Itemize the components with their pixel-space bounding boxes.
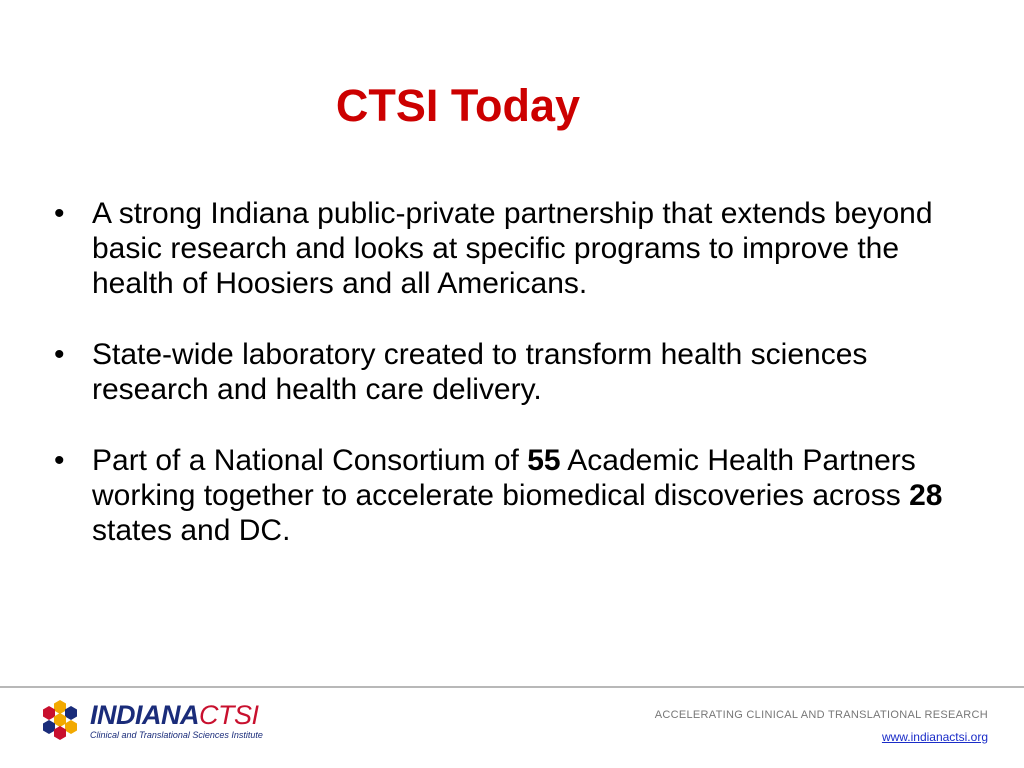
footer-divider [0,686,1024,688]
bullet-item [54,443,974,548]
bullet-marker: • [54,444,65,477]
bullet-list [54,196,974,584]
bullet-text: Part of a National Consortium of 55 Academic Health Partners working together to accelerate biomedical discoveries across 28 states and DC. [92,444,943,547]
logo-wordmark: INDIANACTSI [90,700,259,730]
bullet-marker: • [54,338,65,371]
slide-title: CTSI Today [335,80,581,131]
bullet-item [54,337,974,407]
bullet-marker: • [54,197,65,230]
bullet-text: State-wide laboratory created to transform health sciences research and health care delivery. [92,338,868,406]
footer-tagline: ACCELERATING CLINICAL AND TRANSLATIONAL RESEARCH [654,709,988,721]
logo-subtitle: Clinical and Translational Sciences Institute [90,730,263,740]
indiana-ctsi-logo [38,698,298,748]
bullet-item [54,196,974,301]
states-count: 28 [909,479,943,512]
website-link[interactable]: www.indianactsi.org [881,730,988,744]
bullet-text: A strong Indiana public-private partnership that extends beyond basic research and looks at specific programs to improve the health of Hoosiers and all Americans. [92,197,933,300]
hexagon-cluster-icon [38,698,82,742]
consortium-count: 55 [527,444,561,477]
